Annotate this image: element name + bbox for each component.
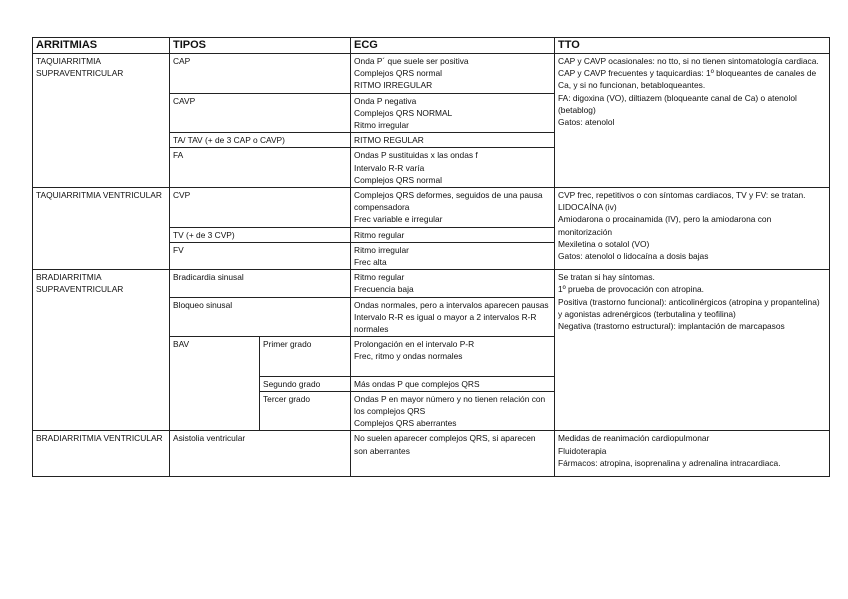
ecg-cell — [351, 431, 555, 477]
tipo-cell: CAVP — [170, 93, 351, 133]
tto-line: Gatos: atenolol o lidocaína a dosis bajas — [558, 251, 709, 262]
tto-line: 1º prueba de provocación con atropina. — [558, 284, 705, 295]
tto-line: CAP y CAVP ocasionales: no tto, si no tienen sintomatología cardiaca. — [558, 56, 819, 66]
tipo-cell: CAP — [170, 54, 351, 94]
ecg-line: Intervalo R-R es igual o mayor a 2 intervalos R-R normales — [354, 311, 537, 335]
grado-cell: Segundo grado — [260, 376, 351, 391]
tipo-cell: Bradicardia sinusal — [170, 270, 351, 297]
ecg-line: RITMO REGULAR — [354, 135, 424, 146]
tipo-cell: CVP — [170, 188, 351, 228]
tto-line: Negativa (trastorno estructural): implantación de marcapasos — [558, 321, 785, 332]
ecg-line: Intervalo R-R varía — [354, 162, 425, 173]
ecg-cell — [351, 188, 555, 228]
header-ecg: ECG — [351, 38, 555, 54]
tto-cell — [555, 188, 830, 270]
tipo-cell: TA/ TAV (+ de 3 CAP o CAVP) — [170, 133, 351, 148]
tto-line: Fluidoterapia — [558, 445, 607, 456]
ecg-line: Ritmo irregular — [354, 244, 409, 255]
grado-cell: Tercer grado — [260, 391, 351, 431]
table-row — [33, 270, 830, 297]
ecg-line: Frec variable e irregular — [354, 214, 443, 225]
tto-line: CAP y CAVP frecuentes y taquicardias: 1º bloqueantes de canales de Ca, y si no funcionan, betabloqueantes. — [558, 68, 817, 91]
tto-line: Fármacos: atropina, isoprenalina y adrenalina intracardiaca. — [558, 457, 781, 468]
tipo-cell: FV — [170, 242, 351, 269]
header-arritmias: ARRITMIAS — [33, 38, 170, 54]
header-tto: TTO — [555, 38, 830, 54]
ecg-line: Ondas P sustituidas x las ondas f — [354, 150, 478, 161]
ecg-line: RITMO IRREGULAR — [354, 80, 433, 91]
tto-cell — [555, 54, 830, 188]
ecg-line: No suelen aparecer complejos QRS, si aparecen son aberrantes — [354, 433, 536, 456]
ecg-line: Frec alta — [354, 257, 387, 268]
tto-line: Medidas de reanimación cardiopulmonar — [558, 433, 710, 444]
ecg-line: Complejos QRS normal — [354, 68, 442, 79]
table-row — [33, 54, 830, 94]
ecg-cell — [351, 242, 555, 269]
tto-cell — [555, 431, 830, 477]
tto-line: Se tratan si hay síntomas. — [558, 272, 655, 283]
tto-line: Mexiletina o sotalol (VO) — [558, 238, 650, 249]
tto-line: CVP frec, repetitivos o con síntomas cardiacos, TV y FV: se tratan. — [558, 190, 806, 201]
tipo-cell: Asistolia ventricular — [170, 431, 351, 477]
arrhythmia-cell: BRADIARRITMIA VENTRICULAR — [33, 431, 170, 477]
ecg-line: Complejos QRS NORMAL — [354, 107, 453, 118]
ecg-cell — [351, 133, 555, 148]
header-row — [33, 38, 830, 54]
table-row — [33, 188, 830, 228]
ecg-cell — [351, 227, 555, 242]
ecg-cell — [351, 54, 555, 94]
ecg-line: Ritmo irregular — [354, 120, 409, 131]
arrhythmia-cell: TAQUIARRITMIA VENTRICULAR — [33, 188, 170, 270]
ecg-line: Complejos QRS deformes, seguidos de una pausa compensadora — [354, 190, 543, 213]
ecg-cell — [351, 297, 555, 337]
tipo-cell: Bloqueo sinusal — [170, 297, 351, 337]
ecg-line: Ondas normales, pero a intervalos aparecen pausas — [354, 299, 549, 310]
tipo-cell: FA — [170, 148, 351, 188]
header-tipos: TIPOS — [170, 38, 351, 54]
ecg-line: Frecuencia baja — [354, 284, 414, 295]
table-row — [33, 431, 830, 477]
ecg-line: Ritmo regular — [354, 229, 405, 240]
tto-cell — [555, 270, 830, 431]
ecg-line: Onda P´ que suele ser positiva — [354, 56, 469, 66]
ecg-cell — [351, 93, 555, 133]
tipo-cell: BAV — [170, 337, 260, 431]
ecg-cell — [351, 376, 555, 391]
ecg-line: Onda P negativa — [354, 95, 417, 106]
ecg-line: Más ondas P que complejos QRS — [354, 378, 480, 389]
ecg-cell — [351, 337, 555, 376]
grado-cell: Primer grado — [260, 337, 351, 376]
arrhythmia-cell: TAQUIARRITMIA SUPRAVENTRICULAR — [33, 54, 170, 188]
tto-line: Gatos: atenolol — [558, 117, 615, 128]
ecg-line: Ondas P en mayor número y no tienen relación con los complejos QRS — [354, 393, 546, 417]
tipo-cell: TV (+ de 3 CVP) — [170, 227, 351, 242]
ecg-cell — [351, 391, 555, 431]
arritmias-table — [32, 37, 830, 477]
ecg-line: Complejos QRS normal — [354, 174, 442, 185]
arrhythmia-cell: BRADIARRITMIA SUPRAVENTRICULAR — [33, 270, 170, 431]
ecg-line: Frec, ritmo y ondas normales — [354, 351, 463, 362]
ecg-cell — [351, 148, 555, 188]
ecg-line: Prolongación en el intervalo P-R — [354, 339, 475, 350]
tto-line: Positiva (trastorno funcional): anticolinérgicos (atropina y propantelina) y agonistas adrenérgicos (terbutalina y teofilina) — [558, 296, 820, 319]
tto-line: LIDOCAÍNA (iv) — [558, 202, 617, 213]
ecg-line: Ritmo regular — [354, 272, 405, 283]
tto-line: FA: digoxina (VO), diltiazem (bloqueante canal de Ca) o atenolol (betablog) — [558, 92, 797, 115]
ecg-cell — [351, 270, 555, 297]
ecg-line: Complejos QRS aberrantes — [354, 418, 457, 429]
tto-line: Amiodarona o procainamida (IV), pero la amiodarona con monitorización — [558, 214, 772, 237]
